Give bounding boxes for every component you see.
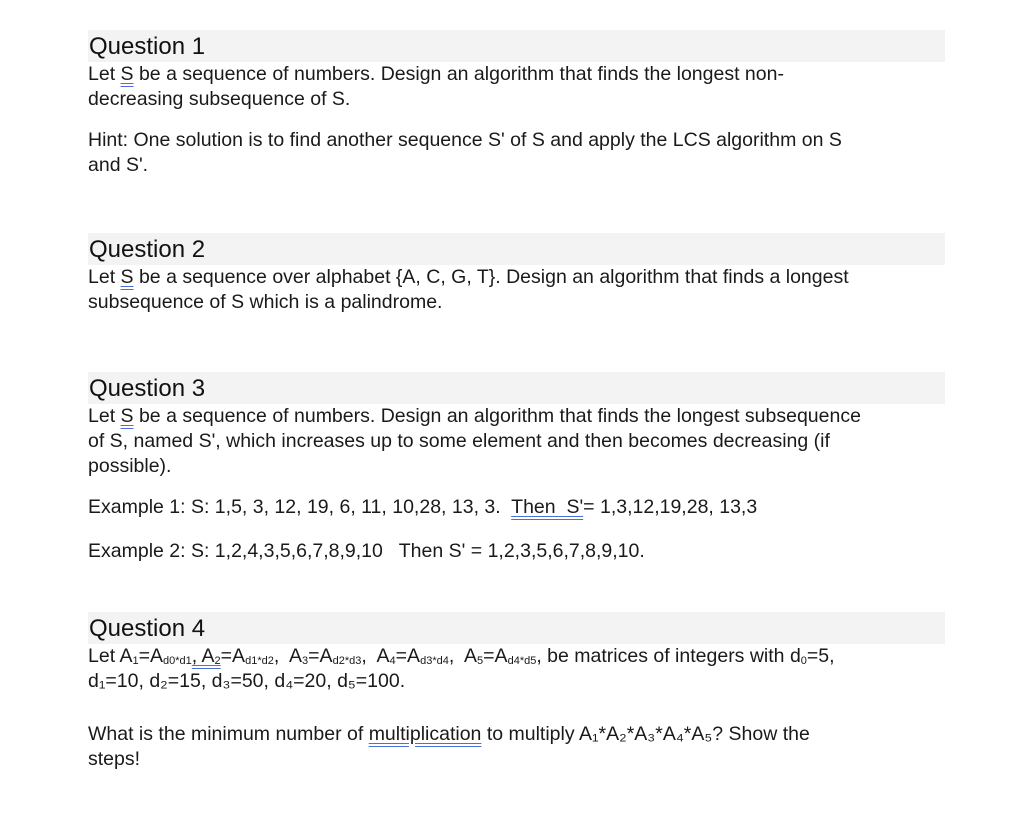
spellcheck-s: S [120, 266, 134, 288]
question-4-title: Question 4 [88, 612, 945, 644]
question-1-text-line-1: Let S be a sequence of numbers. Design an algorithm that finds the longest non- [88, 63, 784, 85]
question-3-text-line-1: Let S be a sequence of numbers. Design an algorithm that finds the longest subsequence [88, 405, 861, 427]
spellcheck-s: S [120, 405, 134, 427]
question-3-text-line-2: of S, named S', which increases up to some element and then becomes decreasing (if [88, 430, 830, 452]
question-2-title: Question 2 [88, 233, 945, 265]
question-4-ask-line-1: What is the minimum number of multiplication to multiply A₁*A₂*A₃*A₄*A₅? Show the [88, 723, 810, 745]
question-1-title: Question 1 [88, 30, 945, 62]
question-3-text-line-3: possible). [88, 455, 172, 477]
question-2-section [88, 233, 948, 315]
question-4-section [88, 612, 948, 772]
document-body [88, 30, 948, 772]
spellcheck-s: S [120, 63, 134, 85]
spellcheck-then-s: Then S' [511, 496, 584, 518]
spellcheck-comma: , $A_2$ [191, 645, 221, 667]
question-4-text-line-1: Let $A_1=A_{d0*d1}$, $A_2=A_{d1*d2}$, $A_3=A_{d2*d3}$, $A_4=A_{d3*d4}$, $A_5=A_{d4*d5}$, be matrices of integers with $d_0=5$, [88, 645, 835, 667]
question-4-ask-line-2: steps! [88, 748, 141, 770]
question-1-text-line-2: decreasing subsequence of S. [88, 88, 351, 110]
question-1-section [88, 30, 948, 178]
question-3-title: Question 3 [88, 372, 945, 404]
question-3-section [88, 372, 948, 564]
question-1-hint-line-1: Hint: One solution is to find another sequence S' of S and apply the LCS algorithm on S [88, 129, 842, 151]
question-1-hint-line-2: and S'. [88, 154, 149, 176]
question-2-text-line-2: subsequence of S which is a palindrome. [88, 291, 443, 313]
question-2-text-line-1: Let S be a sequence over alphabet {A, C, G, T}. Design an algorithm that finds a longest [88, 266, 849, 288]
question-3-example-1: Example 1: S: 1,5, 3, 12, 19, 6, 11, 10,28, 13, 3. Then S'= 1,3,12,19,28, 13,3 [88, 496, 758, 518]
question-4-text-line-2: d₁=10, d₂=15, d₃=50, d₄=20, d₅=100. [88, 670, 406, 692]
spellcheck-multiplication: multiplication [368, 723, 482, 745]
question-3-example-2: Example 2: S: 1,2,4,3,5,6,7,8,9,10 Then S' = 1,2,3,5,6,7,8,9,10. [88, 540, 645, 562]
